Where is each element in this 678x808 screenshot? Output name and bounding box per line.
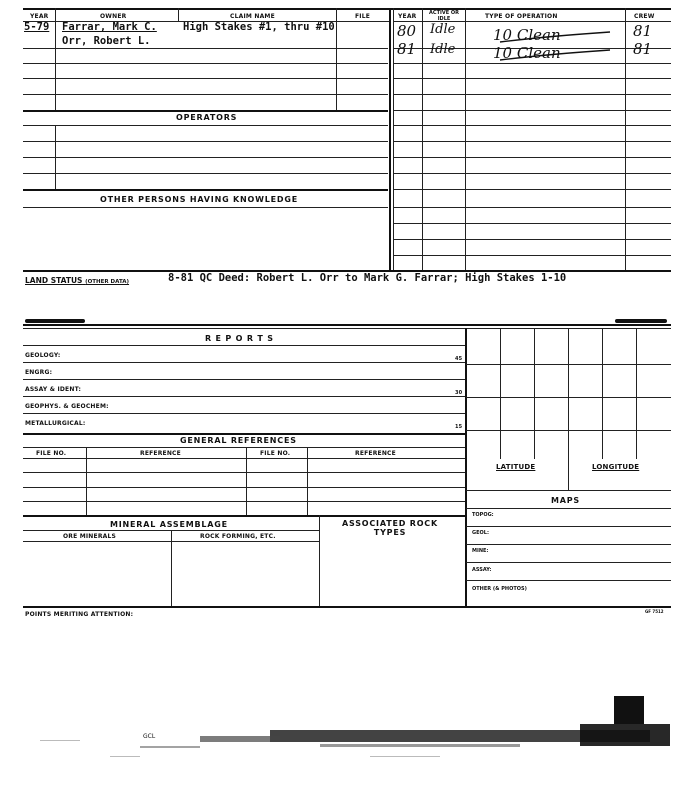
scan-noise-band — [20, 716, 670, 776]
report-rule — [23, 379, 465, 380]
op-row-rule — [393, 157, 671, 158]
op-2-operation: 10 Clean — [493, 44, 561, 62]
general-references-title: GENERAL REFERENCES — [180, 436, 297, 445]
top-border — [23, 8, 671, 10]
reports-top-border — [23, 324, 671, 326]
ref-row-rule — [23, 487, 465, 488]
op-row-rule — [393, 110, 671, 111]
op-1-operation: 10 Clean — [493, 26, 561, 44]
rock-types-divider — [319, 515, 320, 606]
operator-row-rule — [23, 157, 388, 158]
maps-top-rule — [466, 490, 671, 491]
map-rule — [466, 580, 671, 581]
grid-row — [466, 397, 671, 398]
owner-col-divider — [178, 8, 179, 22]
header-type-of-operation: TYPE OF OPERATION — [485, 13, 558, 20]
header-claim-name: CLAIM NAME — [230, 13, 275, 20]
handwriting-strokes — [490, 20, 620, 70]
owner-1-claim: High Stakes #1, thru #10 — [183, 21, 335, 33]
grid-row — [466, 430, 671, 431]
grid-row — [466, 364, 671, 365]
references-top — [23, 433, 465, 435]
mineral-assemblage-title: MINERAL ASSEMBLAGE — [110, 520, 228, 529]
owner-2-name: Orr, Robert L. — [62, 35, 151, 47]
op-row-rule — [393, 141, 671, 142]
associated-rock-types: ASSOCIATED ROCK TYPES — [342, 519, 438, 537]
ref-file-no-2: FILE NO. — [260, 450, 291, 457]
ref-reference: REFERENCE — [140, 450, 181, 457]
report-rule — [23, 362, 465, 363]
owner-row-rule — [23, 63, 388, 64]
rock-forming: ROCK FORMING, ETC. — [200, 533, 276, 540]
report-metallurgical: METALLURGICAL: — [25, 420, 86, 427]
op-1-year: 80 — [397, 22, 417, 40]
map-rule — [466, 562, 671, 563]
other-persons-title: OTHER PERSONS HAVING KNOWLEDGE — [100, 195, 298, 204]
grid-col — [568, 328, 569, 459]
map-geol: GEOL: — [472, 530, 489, 536]
owner-row-rule — [23, 94, 388, 95]
land-status-sub: (OTHER DATA) — [85, 279, 130, 285]
claim-col-divider — [336, 8, 337, 111]
report-assay: ASSAY & IDENT: — [25, 386, 82, 393]
op-row-rule — [393, 207, 671, 208]
op-row-rule — [393, 125, 671, 126]
reports-bottom — [23, 606, 671, 608]
header-file: FILE — [355, 13, 371, 20]
owner-block-bottom — [23, 110, 388, 112]
punch-mark-right — [615, 319, 667, 323]
maps-title: MAPS — [551, 496, 580, 505]
op-2-crew: 81 — [633, 40, 653, 58]
op-2-status: Idle — [430, 42, 456, 57]
op-row-rule — [393, 239, 671, 240]
op-row-rule — [393, 94, 671, 95]
year-col-divider — [55, 8, 56, 111]
ref-row-rule — [23, 472, 465, 473]
maps-header-rule — [466, 508, 671, 509]
op-row-rule — [393, 223, 671, 224]
op-2-year: 81 — [397, 40, 417, 58]
latitude-label: LATITUDE — [496, 463, 536, 471]
right-panel-divider — [465, 328, 467, 606]
ref-col-divider — [246, 447, 247, 515]
grid-col — [636, 328, 637, 459]
op-row-rule — [393, 255, 671, 256]
header-owner: OWNER — [100, 13, 127, 20]
scan-note: GCL — [143, 733, 156, 740]
report-num-45: 45 — [455, 356, 463, 362]
reports-header-rule — [23, 345, 465, 346]
land-status-text: 8-81 QC Deed: Robert L. Orr to Mark G. Farrar; High Stakes 1-10 — [168, 272, 567, 284]
ref-reference-2: REFERENCE — [355, 450, 396, 457]
op-row-rule — [393, 173, 671, 174]
map-topog: TOPOG: — [472, 512, 494, 518]
report-engrg: ENGRG: — [25, 369, 53, 376]
points-meriting-attention: POINTS MERITING ATTENTION: — [25, 611, 134, 618]
op-1-status: Idle — [430, 22, 456, 37]
operators-rule — [23, 125, 388, 126]
op-1-crew: 81 — [633, 22, 653, 40]
map-rule — [466, 544, 671, 545]
ref-col-divider — [307, 447, 308, 515]
grid-col — [500, 328, 501, 459]
land-status-title: LAND STATUS — [25, 276, 83, 285]
map-assay: ASSAY: — [472, 567, 492, 573]
ref-col-divider — [86, 447, 87, 515]
report-rule — [23, 413, 465, 414]
ref-row-rule — [23, 458, 465, 459]
header-year-right: YEAR — [398, 13, 417, 20]
report-num-15: 15 — [455, 424, 463, 430]
op-row-rule — [393, 189, 671, 190]
longitude-label: LONGITUDE — [592, 463, 640, 471]
operators-title: OPERATORS — [176, 113, 238, 122]
mineral-top — [23, 515, 465, 517]
punch-mark-left — [25, 319, 85, 323]
operator-row-rule — [23, 141, 388, 142]
header-year: YEAR — [30, 13, 49, 20]
report-geology: GEOLOGY: — [25, 352, 61, 359]
ore-minerals: ORE MINERALS — [63, 533, 117, 540]
reports-title: R E P O R T S — [205, 334, 274, 343]
lat-long-divider — [568, 459, 569, 490]
map-other: OTHER (& PHOTOS) — [472, 586, 527, 592]
owner-row-rule — [23, 48, 388, 49]
operator-row-rule — [23, 173, 388, 174]
form-number: GF 7512 — [645, 609, 664, 614]
ref-file-no: FILE NO. — [36, 450, 67, 457]
owner-row-rule — [23, 78, 388, 79]
grid-col — [602, 328, 603, 459]
grid-col — [534, 328, 535, 459]
owner-1-year: 5-79 — [24, 21, 50, 33]
op-row-rule — [393, 78, 671, 79]
ref-row-rule — [23, 501, 465, 502]
operators-bottom — [23, 189, 388, 191]
references-header-rule — [23, 447, 465, 448]
owner-1-name: Farrar, Mark C. — [62, 21, 157, 33]
header-crew: CREW — [634, 13, 655, 20]
report-rule — [23, 396, 465, 397]
land-status-label — [25, 276, 129, 285]
report-num-30: 30 — [455, 390, 463, 396]
mineral-col-divider — [171, 530, 172, 606]
report-geophys: GEOPHYS. & GEOCHEM: — [25, 403, 109, 410]
map-mine: MINE: — [472, 548, 489, 554]
map-rule — [466, 526, 671, 527]
other-persons-rule — [23, 207, 388, 208]
header-active-idle: ACTIVE OR IDLE — [429, 10, 459, 22]
center-divider-a — [389, 8, 391, 270]
reports-top-border-inner — [23, 328, 671, 329]
